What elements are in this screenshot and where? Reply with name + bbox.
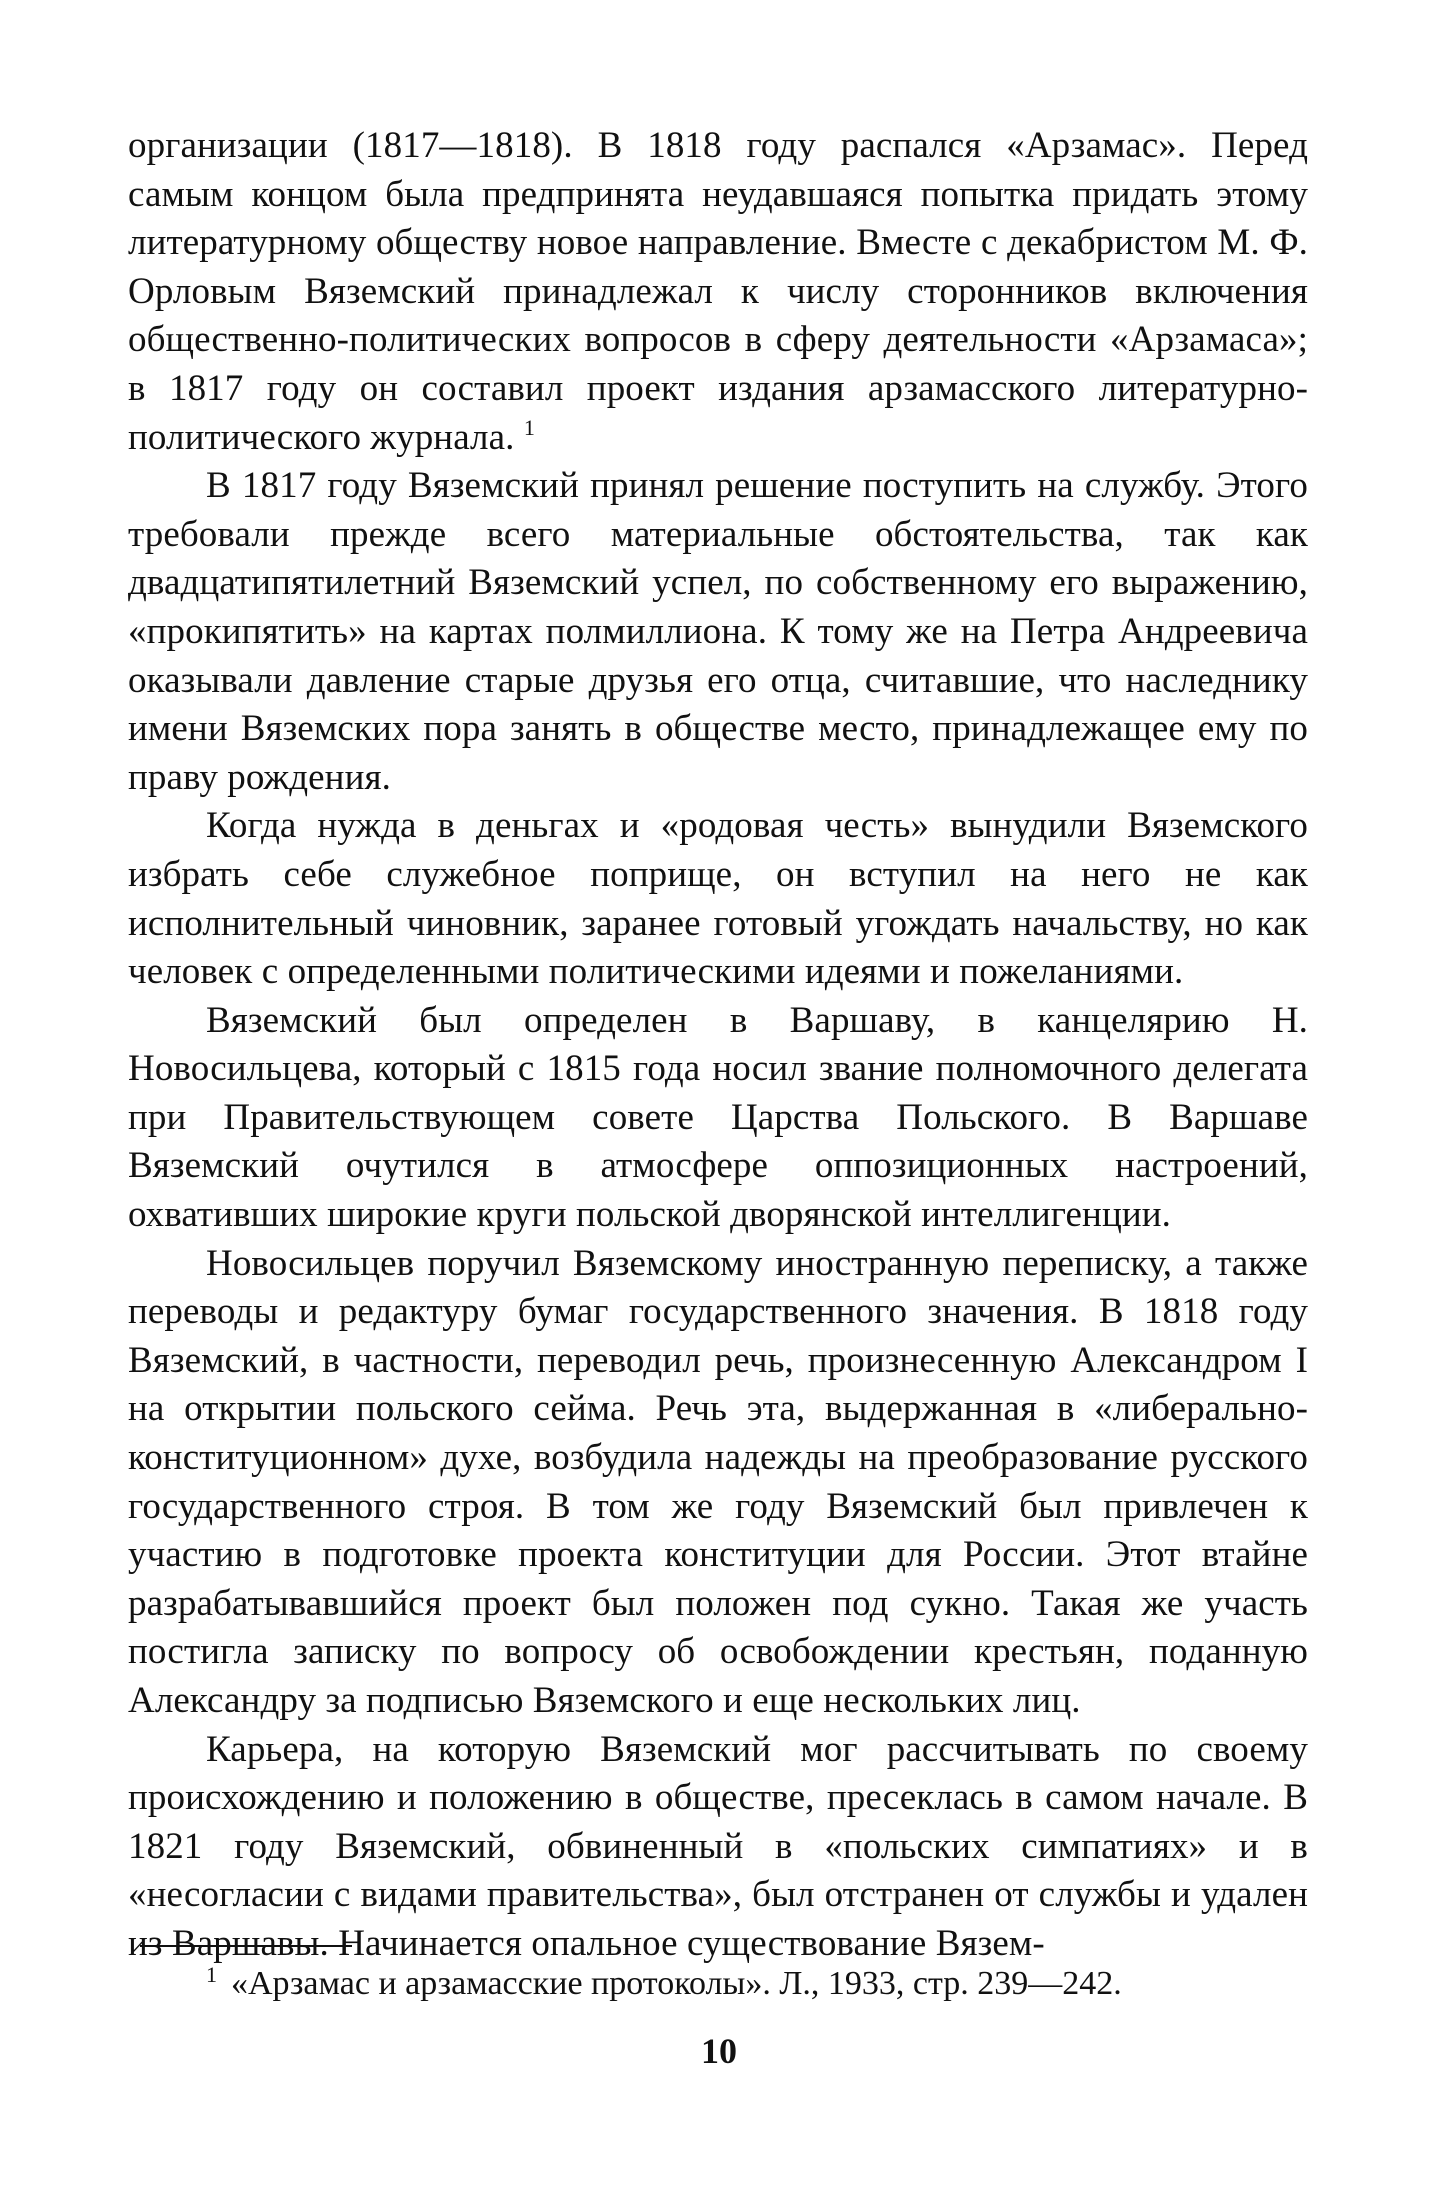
footnote-divider bbox=[140, 1945, 352, 1947]
paragraph-1-text: организации (1817—1818). В 1818 году распался «Арзамас». Перед самым концом была предпринята неудавшаяся попытка придать этому литературному обществу новое направление. Вместе с декабристом М. Ф. Орловым Вяземский принадлежал к числу сторонников включения общественно-политических вопросов в сферу деятельности «Арзамаса»; в 1817 году он составил проект издания арзамасского литературно-политического журнала. bbox=[128, 125, 1308, 458]
paragraph-6: Карьера, на которую Вяземский мог рассчитывать по своему происхождению и положению в обществе, пресеклась в самом начале. В 1821 году Вяземский, обвиненный в «польских симпатиях» и в «несогласии с видами правительства», был отстранен от службы и удален из Варшавы. Начинается опальное существование Вязем- bbox=[128, 1728, 1308, 1964]
paragraph-5: Новосильцев поручил Вяземскому иностранную переписку, а также переводы и редактуру бумаг государственного значения. В 1818 году Вяземский, в частности, переводил речь, произнесенную Александром I на открытии польского сейма. Речь эта, выдержанная в «либерально-конституционном» духе, возбудила надежды на преобразование русского государственного строя. В том же году Вяземский был привлечен к участию в подготовке проекта конституции для России. Этот втайне разрабатывавшийся проект был положен под сукно. Такая же участь постигла записку по вопросу об освобождении крестьян, поданную Александру за подписью Вяземского и еще нескольких лиц. bbox=[128, 1242, 1308, 1721]
footnote-reference: 1 bbox=[523, 414, 535, 440]
paragraph-3: Когда нужда в деньгах и «родовая честь» вынудили Вяземского избрать себе служебное поприще, он вступил на него не как исполнительный чиновник, заранее готовый угождать начальству, но как человек с определенными политическими идеями и пожеланиями. bbox=[128, 805, 1308, 993]
footnote-text: «Арзамас и арзамасские протоколы». Л., 1933, стр. 239—242. bbox=[231, 1965, 1122, 2002]
page-body bbox=[128, 122, 1308, 1969]
paragraph-2: В 1817 году Вяземский принял решение поступить на службу. Этого требовали прежде всего материальные обстоятельства, так как двадцатипятилетний Вяземский успел, по собственному его выражению, «прокипятить» на картах полмиллиона. К тому же на Петра Андреевича оказывали давление старые друзья его отца, считавшие, что наследнику имени Вяземских пора занять в обществе место, принадлежащее ему по праву рождения. bbox=[128, 465, 1308, 798]
page-number: 10 bbox=[701, 2031, 737, 2071]
footnote bbox=[206, 1962, 1316, 2006]
paragraph-4: Вяземский был определен в Варшаву, в канцелярию Н. Новосильцева, который с 1815 года носил звание полномочного делегата при Правительствующем совете Царства Польского. В Варшаве Вяземский очутился в атмосфере оппозиционных настроений, охвативших широкие круги польской дворянской интеллигенции. bbox=[128, 999, 1308, 1236]
footnote-mark: 1 bbox=[206, 1962, 217, 1987]
paragraph-1 bbox=[128, 122, 1308, 462]
